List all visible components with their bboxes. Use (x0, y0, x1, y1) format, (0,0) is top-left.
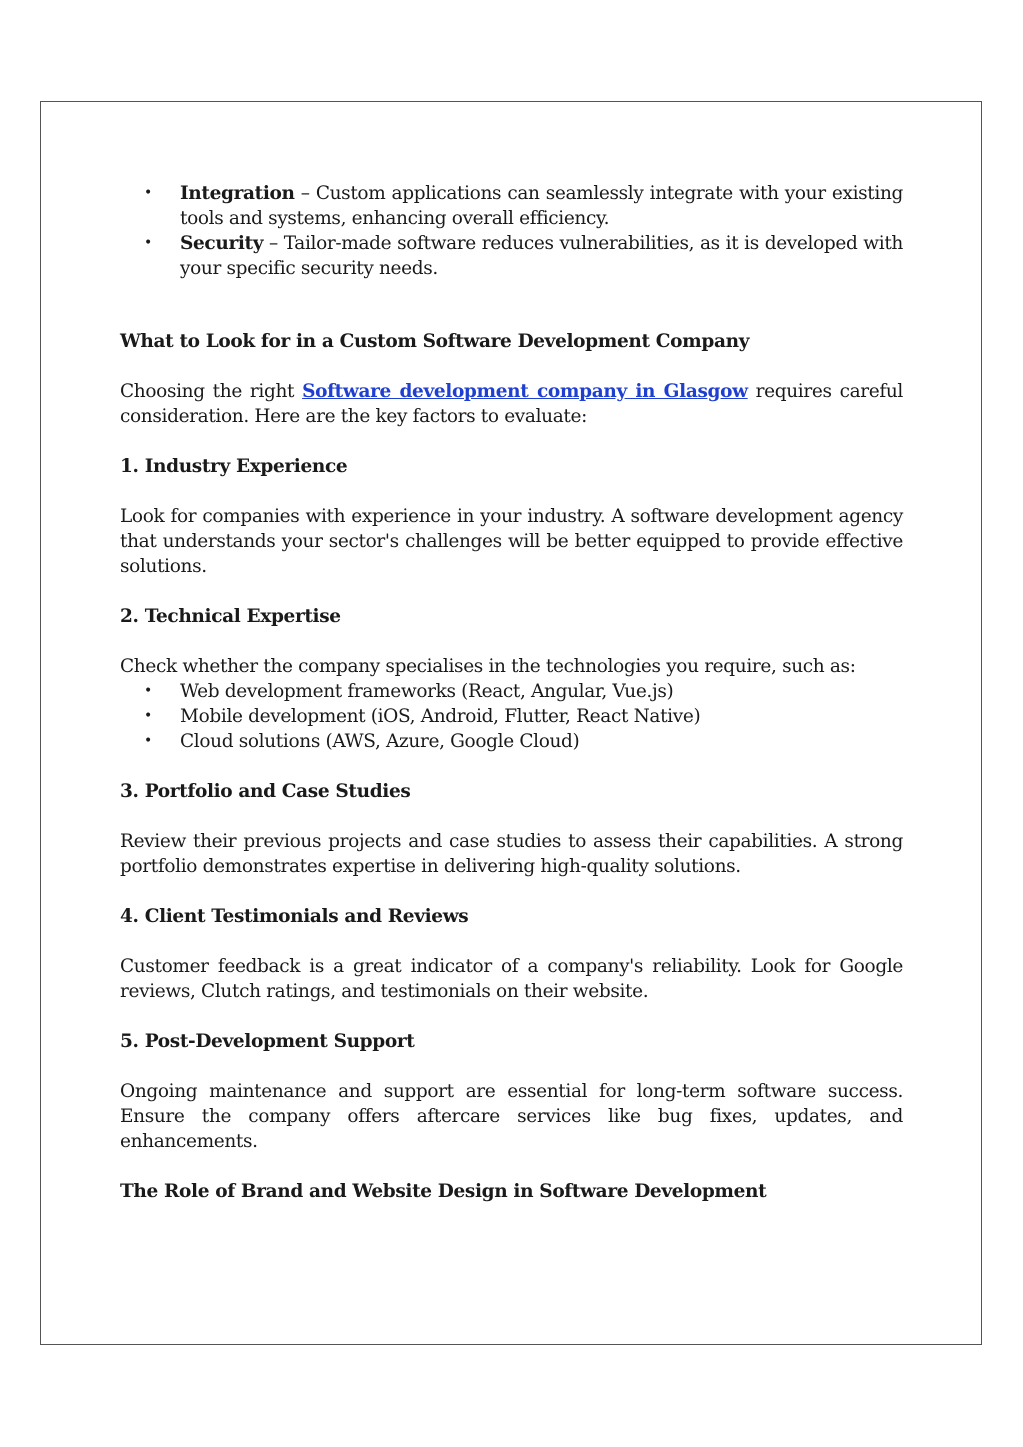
factor-heading: 1. Industry Experience (120, 456, 348, 477)
list-item-text: Mobile development (iOS, Android, Flutter, React Native) (180, 706, 701, 727)
intro-paragraph (120, 379, 903, 429)
intro-text-before: Choosing the right (120, 381, 303, 402)
factor-text: Ongoing maintenance and support are essential for long-term software success. Ensure the company offers aftercare services like bug fixes, updates, and enhancements. (120, 1081, 903, 1152)
factor-text: Review their previous projects and case studies to assess their capabilities. A strong portfolio demonstrates expertise in delivering high-quality solutions. (120, 831, 903, 877)
list-item (120, 679, 903, 704)
document-body (120, 181, 903, 1204)
section-heading: What to Look for in a Custom Software Development Company (120, 331, 750, 352)
tech-list (120, 679, 903, 754)
factor-heading: 2. Technical Expertise (120, 606, 341, 627)
list-item-text: – Tailor-made software reduces vulnerabilities, as it is developed with your specific security needs. (180, 233, 903, 279)
factor-heading: 3. Portfolio and Case Studies (120, 781, 411, 802)
bullet-icon: • (144, 708, 152, 724)
list-item (120, 181, 903, 231)
factor-text: Look for companies with experience in your industry. A software development agency that understands your sector's challenges will be better equipped to provide effective solutions. (120, 506, 903, 577)
list-item-text: Web development frameworks (React, Angular, Vue.js) (180, 681, 674, 702)
bullet-icon: • (144, 185, 152, 201)
list-item-text: – Custom applications can seamlessly integrate with your existing tools and systems, enhancing overall efficiency. (180, 183, 903, 229)
bullet-icon: • (144, 235, 152, 251)
list-item-text: Cloud solutions (AWS, Azure, Google Cloud) (180, 731, 580, 752)
factor-text: Customer feedback is a great indicator of a company's reliability. Look for Google reviews, Clutch ratings, and testimonials on their website. (120, 956, 903, 1002)
factor-heading: 4. Client Testimonials and Reviews (120, 906, 469, 927)
list-item (120, 704, 903, 729)
list-item (120, 231, 903, 281)
benefits-list (120, 181, 903, 281)
glasgow-company-link[interactable]: Software development company in Glasgow (302, 381, 748, 402)
factor-text: Check whether the company specialises in the technologies you require, such as: (120, 656, 856, 677)
list-item-term: Security (180, 233, 264, 254)
bullet-icon: • (144, 683, 152, 699)
list-item-term: Integration (180, 183, 295, 204)
bullet-icon: • (144, 733, 152, 749)
intro-text-after: requires careful consideration. Here are the key factors to evaluate: (120, 381, 903, 427)
list-item (120, 729, 903, 754)
final-heading: The Role of Brand and Website Design in Software Development (120, 1181, 767, 1202)
factor-heading: 5. Post-Development Support (120, 1031, 415, 1052)
